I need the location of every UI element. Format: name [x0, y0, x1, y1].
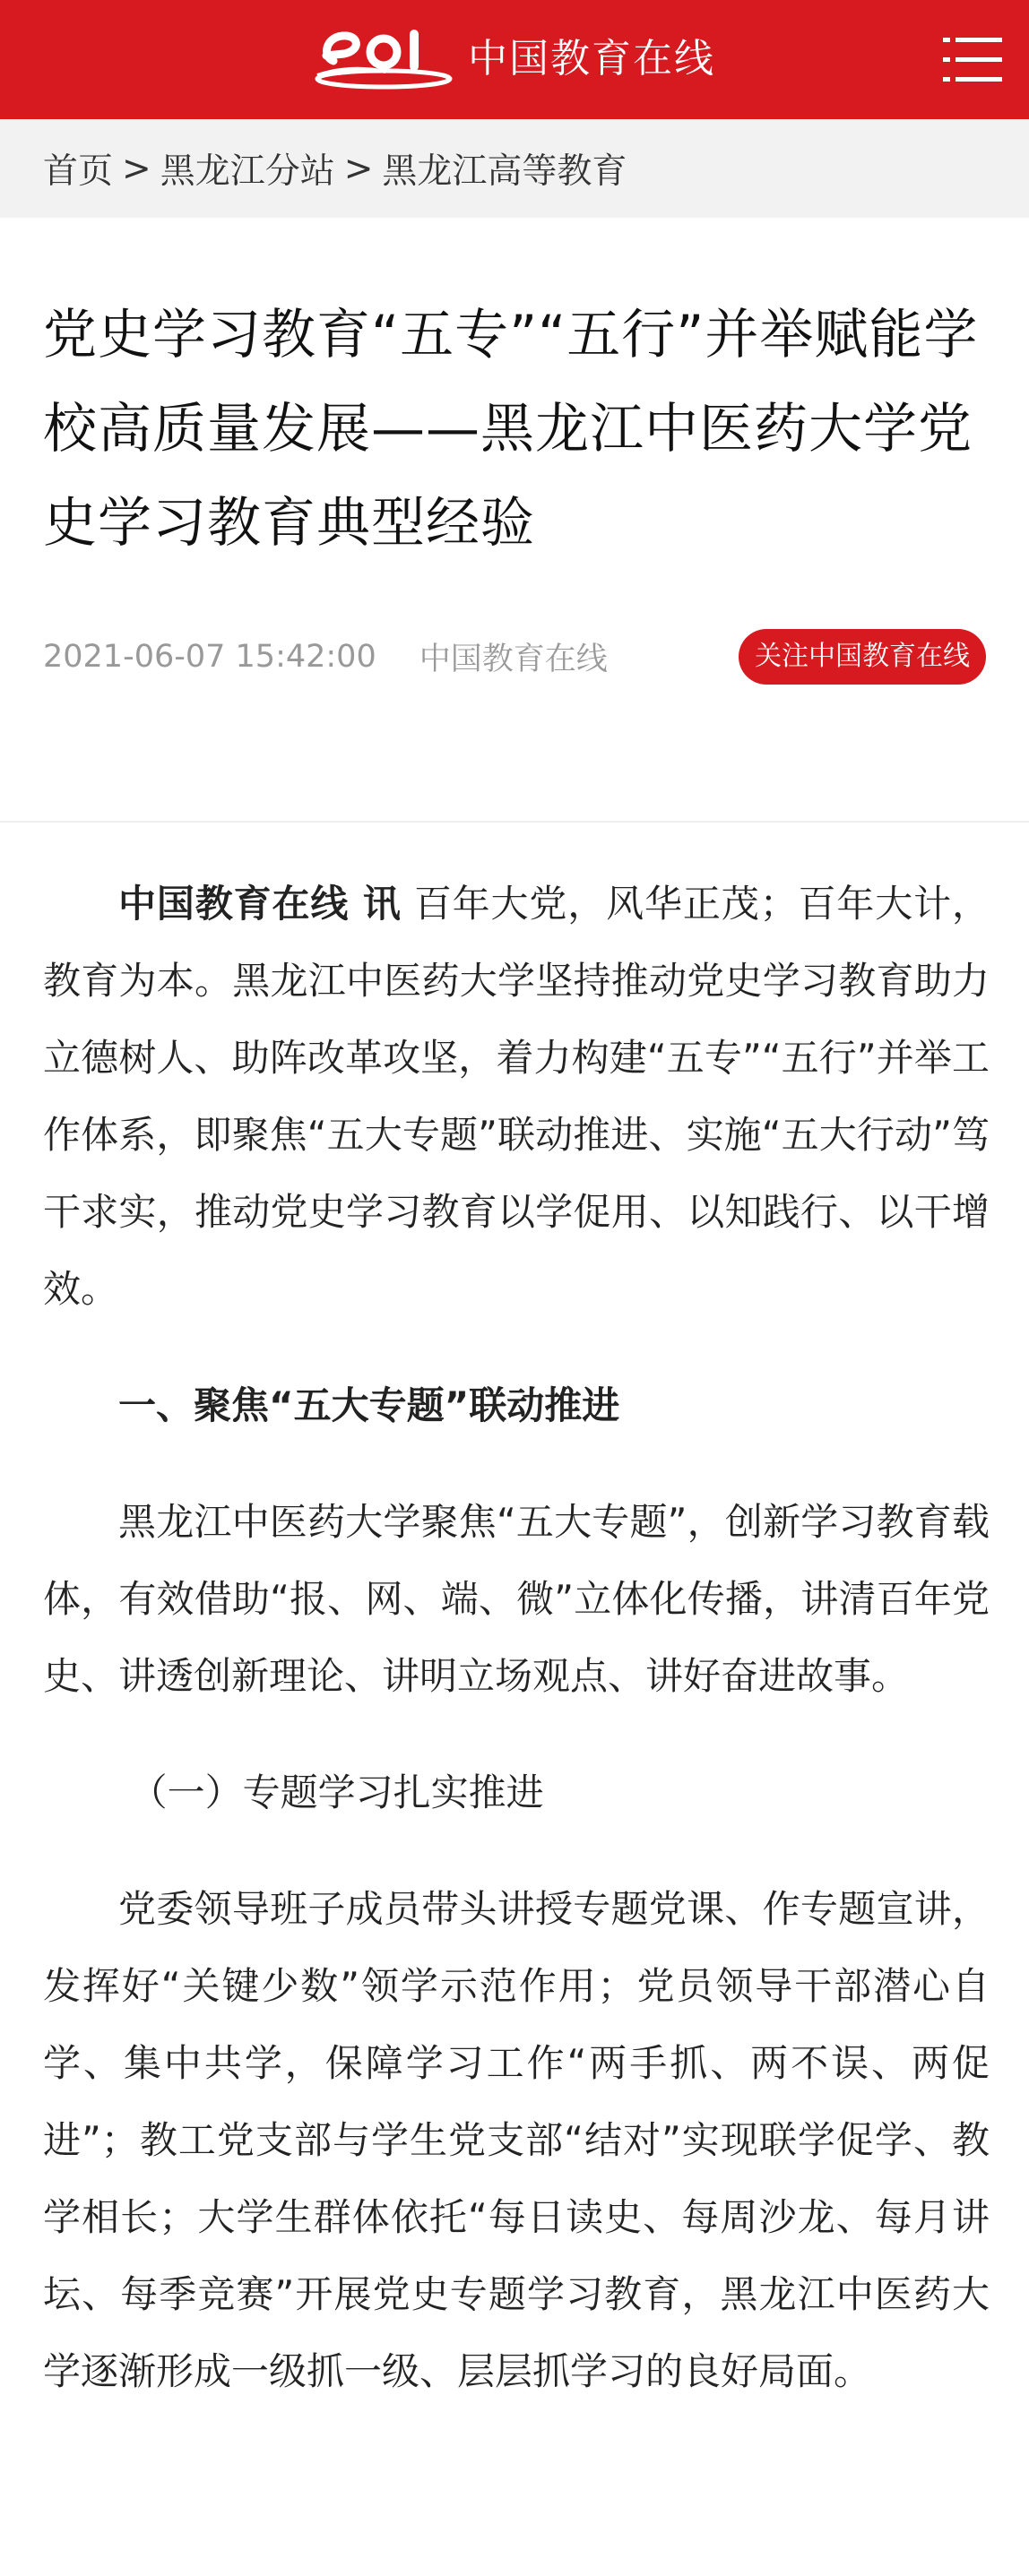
- lead-source: 中国教育在线 讯: [118, 882, 402, 926]
- breadcrumb-separator: >: [343, 148, 374, 189]
- breadcrumb-category-link[interactable]: 黑龙江高等教育: [382, 151, 627, 192]
- section-heading: 一、聚焦“五大专题”联动推进: [118, 1383, 620, 1427]
- article-body: [43, 866, 990, 2410]
- breadcrumb-separator: >: [122, 148, 151, 189]
- subsection-heading: （一）专题学习扎实推进: [129, 1770, 544, 1814]
- section-paragraph: 黑龙江中医药大学聚焦“五大专题”，创新学习教育载体，有效借助“报、网、端、微”立体化传播，讲清百年党史、讲透创新理论、讲明立场观点、讲好奋进故事。: [43, 1500, 990, 1698]
- site-name: 中国教育在线: [468, 36, 715, 82]
- site-brand[interactable]: [314, 25, 715, 93]
- top-bar: [0, 0, 1029, 119]
- breadcrumb-branch-link[interactable]: 黑龙江分站: [160, 151, 335, 192]
- eol-logo: [314, 25, 457, 93]
- divider: [0, 821, 1029, 823]
- publish-date: 2021-06-07 15:42:00: [43, 639, 376, 675]
- article-source: 中国教育在线: [419, 642, 608, 677]
- breadcrumb-home-link[interactable]: 首页: [43, 151, 114, 192]
- article-meta: [43, 627, 986, 686]
- breadcrumb: [0, 119, 1029, 218]
- subsection-paragraph: 党委领导班子成员带头讲授专题党课、作专题宣讲，发挥好“关键少数”领学示范作用；党员领导干部潜心自学、集中共学，保障学习工作“两手抓、两不误、两促进”；教工党支部与学生党支部“结对”实现联学促学、教学相长；大学生群体依托“每日读史、每周沙龙、每月讲坛、每季竞赛”开展党史专题学习教育，黑龙江中医药大学逐渐形成一级抓一级、层层抓学习的良好局面。: [43, 1887, 990, 2393]
- lead-paragraph: [43, 866, 990, 1328]
- hamburger-menu-icon[interactable]: [943, 34, 1002, 86]
- follow-button[interactable]: 关注中国教育在线: [739, 629, 986, 685]
- lead-text: 百年大党，风华正茂；百年大计，教育为本。黑龙江中医药大学坚持推动党史学习教育助力立德树人、助阵改革攻坚，着力构建“五专”“五行”并举工作体系，即聚焦“五大专题”联动推进、实施“五大行动”笃干求实，推动党史学习教育以学促用、以知践行、以干增效。: [43, 882, 990, 1311]
- article-title: 党史学习教育“五专”“五行”并举赋能学校高质量发展——黑龙江中医药大学党史学习教育典型经验: [43, 304, 979, 555]
